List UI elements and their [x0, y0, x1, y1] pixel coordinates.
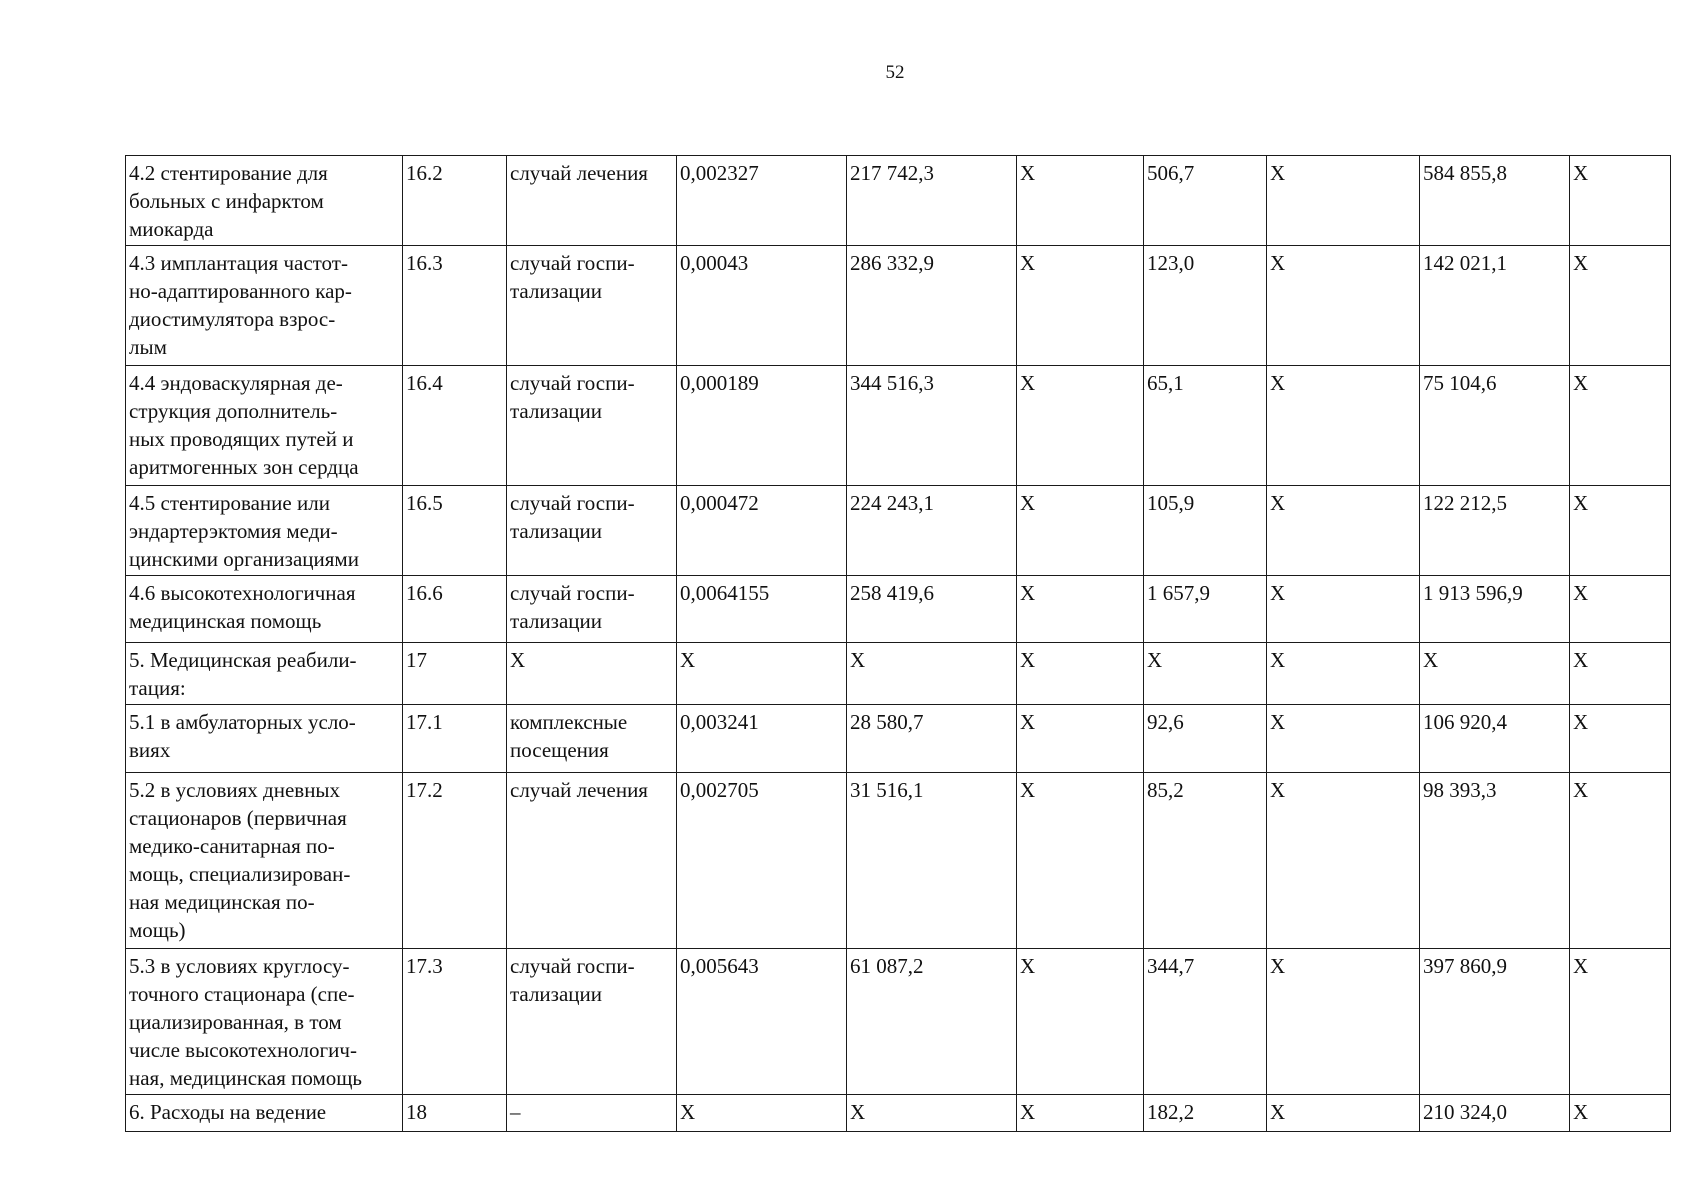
cell-text: X — [1020, 710, 1036, 734]
table-cell — [677, 576, 847, 643]
cell-text: 286 332,9 — [850, 251, 934, 275]
cell-text: 16.2 — [406, 161, 443, 185]
table-cell — [1144, 949, 1267, 1095]
table-cell — [403, 486, 507, 576]
table-cell — [507, 246, 677, 366]
cell-text: X — [680, 1100, 696, 1124]
cell-text: 4.2 стентирование для больных с инфарктом миокарда — [129, 161, 328, 241]
cell-text: X — [1270, 251, 1286, 275]
cell-text: случай госпи- тализации — [510, 491, 635, 543]
table-cell — [507, 576, 677, 643]
table-cell — [677, 156, 847, 246]
table-cell — [507, 773, 677, 949]
cell-text: 75 104,6 — [1423, 371, 1497, 395]
cell-text: 5.3 в условиях круглосу- точного стационара (спе- циализированная, в том числе высокотехнологич- ная, медицинская помощь — [129, 954, 362, 1090]
cell-text: 16.6 — [406, 581, 443, 605]
cell-text: X — [1270, 161, 1286, 185]
table-cell — [507, 486, 677, 576]
table-cell — [847, 486, 1017, 576]
cell-text: 224 243,1 — [850, 491, 934, 515]
cell-text: 17.3 — [406, 954, 443, 978]
table-cell — [1420, 576, 1570, 643]
table-cell — [847, 1095, 1017, 1132]
table-cell — [1570, 576, 1671, 643]
cell-text: 122 212,5 — [1423, 491, 1507, 515]
cell-text: X — [1573, 954, 1589, 978]
cell-text: 31 516,1 — [850, 778, 924, 802]
table-cell — [1017, 705, 1144, 773]
table-row — [126, 773, 1671, 949]
table-cell — [1144, 366, 1267, 486]
cell-text: 0,005643 — [680, 954, 759, 978]
table-cell — [1570, 156, 1671, 246]
table-cell — [126, 705, 403, 773]
table-cell — [1420, 949, 1570, 1095]
table-row — [126, 643, 1671, 705]
cell-text: X — [1020, 491, 1036, 515]
cell-text: случай госпи- тализации — [510, 251, 635, 303]
cell-text: 61 087,2 — [850, 954, 924, 978]
cell-text: комплексные посещения — [510, 710, 628, 762]
cell-text: 16.3 — [406, 251, 443, 275]
table-cell — [1267, 705, 1420, 773]
table-cell — [1017, 366, 1144, 486]
cell-text: X — [1270, 581, 1286, 605]
cell-text: 0,003241 — [680, 710, 759, 734]
cell-text: 4.4 эндоваскулярная де- струкция дополнитель- ных проводящих путей и аритмогенных зон сердца — [129, 371, 359, 479]
cell-text: 4.6 высокотехнологичная медицинская помощь — [129, 581, 356, 633]
table-cell — [1570, 366, 1671, 486]
table-cell — [1267, 366, 1420, 486]
table-cell — [403, 949, 507, 1095]
table-cell — [1570, 486, 1671, 576]
cell-text: X — [510, 648, 526, 672]
table-cell — [507, 643, 677, 705]
cell-text: 0,000189 — [680, 371, 759, 395]
cell-text: 5.2 в условиях дневных стационаров (первичная медико-санитарная по- мощь, специализирован- ная медицинская по- мощь) — [129, 778, 351, 942]
table-row — [126, 576, 1671, 643]
table-cell — [507, 705, 677, 773]
cell-text: 17.2 — [406, 778, 443, 802]
table-cell — [1267, 486, 1420, 576]
cell-text: 182,2 — [1147, 1100, 1195, 1124]
table-row — [126, 949, 1671, 1095]
cell-text: 18 — [406, 1100, 427, 1124]
cell-text: 210 324,0 — [1423, 1100, 1507, 1124]
cell-text: 584 855,8 — [1423, 161, 1507, 185]
cell-text: 28 580,7 — [850, 710, 924, 734]
table-cell — [1144, 576, 1267, 643]
table-cell — [1267, 576, 1420, 643]
table-cell — [1420, 1095, 1570, 1132]
table-cell — [403, 1095, 507, 1132]
table-cell — [677, 705, 847, 773]
cell-text: 1 657,9 — [1147, 581, 1210, 605]
cell-text: X — [1270, 954, 1286, 978]
table-cell — [126, 156, 403, 246]
cell-text: X — [1270, 778, 1286, 802]
cell-text: 6. Расходы на ведение — [129, 1100, 327, 1124]
table-cell — [1420, 366, 1570, 486]
table-cell — [403, 643, 507, 705]
cell-text: X — [1020, 371, 1036, 395]
cell-text: 17.1 — [406, 710, 443, 734]
table-cell — [403, 246, 507, 366]
table-cell — [1144, 705, 1267, 773]
cell-text: X — [1020, 954, 1036, 978]
table-cell — [1420, 156, 1570, 246]
cell-text: 506,7 — [1147, 161, 1195, 185]
table-cell — [1267, 246, 1420, 366]
table-cell — [1017, 246, 1144, 366]
cell-text: 98 393,3 — [1423, 778, 1497, 802]
table-row — [126, 705, 1671, 773]
table-cell — [1570, 773, 1671, 949]
cell-text: X — [1573, 648, 1589, 672]
table-cell — [1420, 773, 1570, 949]
table-cell — [1570, 1095, 1671, 1132]
table-cell — [677, 643, 847, 705]
table-cell — [847, 705, 1017, 773]
cell-text: 17 — [406, 648, 427, 672]
cell-text: X — [1573, 491, 1589, 515]
table-cell — [1420, 643, 1570, 705]
cell-text: 0,0064155 — [680, 581, 770, 605]
cell-text: случай лечения — [510, 778, 648, 802]
cell-text: X — [1020, 1100, 1036, 1124]
table-cell — [507, 1095, 677, 1132]
table-cell — [1017, 156, 1144, 246]
cell-text: 105,9 — [1147, 491, 1195, 515]
table-row — [126, 366, 1671, 486]
table-cell — [847, 773, 1017, 949]
cell-text: X — [1573, 161, 1589, 185]
cell-text: случай госпи- тализации — [510, 581, 635, 633]
cell-text: X — [1573, 251, 1589, 275]
table-cell — [1144, 486, 1267, 576]
cell-text: X — [1020, 251, 1036, 275]
table-row — [126, 1095, 1671, 1132]
table-cell — [1017, 1095, 1144, 1132]
cell-text: X — [1270, 491, 1286, 515]
table-cell — [677, 246, 847, 366]
table-cell — [507, 156, 677, 246]
cell-text: X — [1573, 581, 1589, 605]
cell-text: X — [1020, 778, 1036, 802]
table-cell — [677, 773, 847, 949]
cell-text: X — [850, 1100, 866, 1124]
table-cell — [1017, 486, 1144, 576]
table-cell — [126, 1095, 403, 1132]
cell-text: 0,002327 — [680, 161, 759, 185]
table-cell — [403, 705, 507, 773]
cell-text: 65,1 — [1147, 371, 1184, 395]
table-cell — [847, 156, 1017, 246]
page-number: 52 — [885, 62, 905, 83]
table-cell — [403, 576, 507, 643]
table-cell — [847, 246, 1017, 366]
cell-text: 4.3 имплантация частот- но-адаптированного кар- диостимулятора взрос- лым — [129, 251, 352, 359]
table-cell — [1017, 949, 1144, 1095]
cell-text: X — [1573, 778, 1589, 802]
cell-text: X — [850, 648, 866, 672]
data-table — [125, 155, 1671, 1132]
table-row — [126, 246, 1671, 366]
cell-text: 344,7 — [1147, 954, 1195, 978]
table-cell — [126, 576, 403, 643]
table-cell — [1420, 246, 1570, 366]
cell-text: – — [510, 1100, 521, 1124]
table-cell — [1017, 773, 1144, 949]
table-cell — [1570, 705, 1671, 773]
cell-text: X — [1270, 648, 1286, 672]
table-cell — [507, 949, 677, 1095]
table-cell — [126, 366, 403, 486]
cell-text: X — [1020, 648, 1036, 672]
cell-text: 5.1 в амбулаторных усло- виях — [129, 710, 356, 762]
table-cell — [1570, 246, 1671, 366]
cell-text: 0,002705 — [680, 778, 759, 802]
cell-text: случай лечения — [510, 161, 648, 185]
cell-text: 92,6 — [1147, 710, 1184, 734]
cell-text: X — [1573, 710, 1589, 734]
cell-text: X — [1573, 1100, 1589, 1124]
table-row — [126, 156, 1671, 246]
cell-text: X — [680, 648, 696, 672]
cell-text: 258 419,6 — [850, 581, 934, 605]
table-cell — [403, 773, 507, 949]
table-row — [126, 486, 1671, 576]
cell-text: X — [1147, 648, 1163, 672]
table-cell — [677, 366, 847, 486]
table-cell — [847, 643, 1017, 705]
cell-text: случай госпи- тализации — [510, 954, 635, 1006]
table-cell — [1144, 1095, 1267, 1132]
table-cell — [1017, 643, 1144, 705]
table-cell — [1144, 156, 1267, 246]
table-cell — [1267, 1095, 1420, 1132]
cell-text: X — [1270, 371, 1286, 395]
cell-text: 16.5 — [406, 491, 443, 515]
cell-text: случай госпи- тализации — [510, 371, 635, 423]
table-cell — [1570, 949, 1671, 1095]
cell-text: 344 516,3 — [850, 371, 934, 395]
table-cell — [507, 366, 677, 486]
table-cell — [1267, 156, 1420, 246]
cell-text: 106 920,4 — [1423, 710, 1507, 734]
table-cell — [677, 949, 847, 1095]
cell-text: X — [1423, 648, 1439, 672]
table-cell — [403, 366, 507, 486]
cell-text: X — [1020, 161, 1036, 185]
cell-text: 0,000472 — [680, 491, 759, 515]
table-cell — [126, 486, 403, 576]
table-cell — [126, 246, 403, 366]
table-cell — [1570, 643, 1671, 705]
cell-text: 1 913 596,9 — [1423, 581, 1523, 605]
table-cell — [126, 949, 403, 1095]
table-cell — [1144, 246, 1267, 366]
table-cell — [1420, 486, 1570, 576]
table-cell — [1267, 773, 1420, 949]
cell-text: 16.4 — [406, 371, 443, 395]
cell-text: 85,2 — [1147, 778, 1184, 802]
cell-text: 4.5 стентирование или эндартерэктомия меди- цинскими организациями — [129, 491, 359, 571]
table-cell — [847, 576, 1017, 643]
cell-text: 217 742,3 — [850, 161, 934, 185]
table-cell — [1144, 773, 1267, 949]
cell-text: 123,0 — [1147, 251, 1195, 275]
cell-text: X — [1270, 1100, 1286, 1124]
cell-text: X — [1020, 581, 1036, 605]
table-cell — [1420, 705, 1570, 773]
cell-text: X — [1573, 371, 1589, 395]
table-cell — [1267, 949, 1420, 1095]
table-body — [126, 156, 1671, 1132]
table-cell — [403, 156, 507, 246]
table-cell — [1144, 643, 1267, 705]
table-cell — [1267, 643, 1420, 705]
table-cell — [847, 366, 1017, 486]
cell-text: 5. Медицинская реабили- тация: — [129, 648, 357, 700]
table-cell — [677, 486, 847, 576]
table-cell — [126, 773, 403, 949]
table-cell — [126, 643, 403, 705]
cell-text: 142 021,1 — [1423, 251, 1507, 275]
cell-text: 397 860,9 — [1423, 954, 1507, 978]
table-cell — [847, 949, 1017, 1095]
cell-text: X — [1270, 710, 1286, 734]
table-cell — [1017, 576, 1144, 643]
cell-text: 0,00043 — [680, 251, 749, 275]
table-cell — [677, 1095, 847, 1132]
